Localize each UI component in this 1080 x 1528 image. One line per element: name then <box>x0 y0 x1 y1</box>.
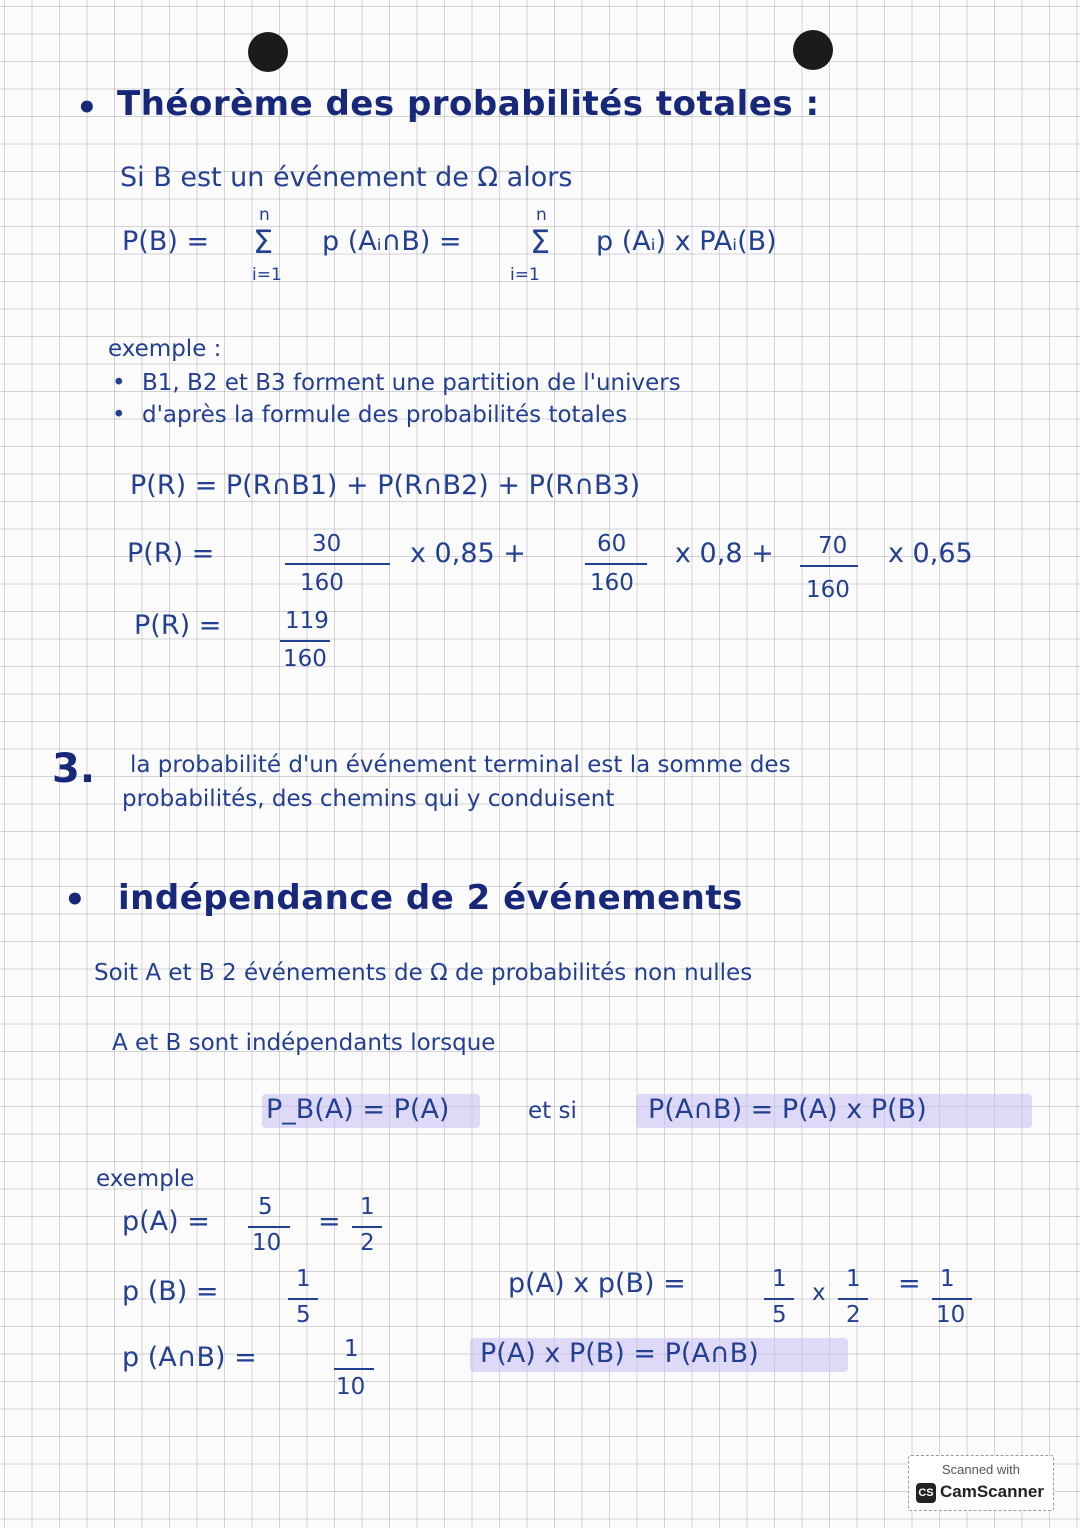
fraction-bar <box>932 1298 972 1300</box>
product-num-1: 1 <box>772 1266 787 1292</box>
formula-term-1: p (Aᵢ∩B) = <box>322 226 462 257</box>
condition-1: P_B(A) = P(A) <box>266 1094 450 1125</box>
camscanner-watermark <box>908 1455 1054 1511</box>
fraction-bar <box>585 563 647 565</box>
pab-num: 1 <box>344 1336 359 1362</box>
pab-lhs: p (A∩B) = <box>122 1342 257 1373</box>
pa-eq: = <box>318 1206 341 1237</box>
product-times: x <box>812 1280 826 1306</box>
pb-lhs: p (B) = <box>122 1276 219 1307</box>
sigma-2: Σ <box>530 223 551 261</box>
example-bullet-2: d'après la formule des probabilités totales <box>142 402 628 428</box>
pb-num: 1 <box>296 1266 311 1292</box>
fraction-bar <box>352 1226 382 1228</box>
fraction-bar <box>800 565 858 567</box>
pa-lhs: p(A) = <box>122 1206 210 1237</box>
frac-den-1: 160 <box>300 570 344 596</box>
fraction-bar <box>248 1226 290 1228</box>
sum-upper-2: n <box>536 205 547 225</box>
calc-lhs: P(R) = <box>127 538 215 569</box>
frac-num-3: 70 <box>818 533 848 559</box>
fraction-bar <box>280 640 330 642</box>
product-lhs: p(A) x p(B) = <box>508 1268 686 1299</box>
calc-op-2: x 0,8 + <box>675 538 774 569</box>
condition-join: et si <box>528 1098 577 1124</box>
formula-term-2: p (Aᵢ) x PAᵢ(B) <box>596 226 777 257</box>
binder-hole-right <box>793 30 833 70</box>
fraction-bar <box>838 1298 868 1300</box>
binder-hole-left <box>248 32 288 72</box>
calc-op-1: x 0,85 + <box>410 538 526 569</box>
fraction-bar <box>288 1298 318 1300</box>
sum-lower-2: i=1 <box>510 265 540 285</box>
product-eq: = <box>898 1268 921 1299</box>
sigma-1: Σ <box>253 223 274 261</box>
bullet-dot: • <box>112 370 126 396</box>
frac-den-3: 160 <box>806 577 850 603</box>
result-num: 119 <box>285 608 329 634</box>
product-den-3: 10 <box>936 1302 966 1328</box>
product-den-2: 2 <box>846 1302 861 1328</box>
independence-intro: Soit A et B 2 événements de Ω de probabilités non nulles <box>94 960 753 986</box>
total-prob-expansion: P(R) = P(R∩B1) + P(R∩B2) + P(R∩B3) <box>130 470 641 501</box>
independence-conclusion: P(A) x P(B) = P(A∩B) <box>480 1338 759 1369</box>
terminal-event-line-1: la probabilité d'un événement terminal est la somme des <box>130 752 791 778</box>
condition-2: P(A∩B) = P(A) x P(B) <box>648 1094 927 1125</box>
pa-num-2: 1 <box>360 1194 375 1220</box>
product-den-1: 5 <box>772 1302 787 1328</box>
section-number-3: 3. <box>52 746 96 792</box>
theorem-intro: Si B est un événement de Ω alors <box>120 162 573 193</box>
bullet-dot: • <box>76 88 98 128</box>
sum-upper-1: n <box>259 205 270 225</box>
result-lhs: P(R) = <box>134 610 222 641</box>
frac-den-2: 160 <box>590 570 634 596</box>
frac-num-1: 30 <box>312 531 342 557</box>
result-den: 160 <box>283 646 327 672</box>
pa-num: 5 <box>258 1194 273 1220</box>
heading-independence: indépendance de 2 événements <box>118 878 743 918</box>
heading-total-probability: Théorème des probabilités totales : <box>117 84 820 124</box>
fraction-bar <box>764 1298 794 1300</box>
fraction-bar <box>334 1368 374 1370</box>
frac-num-2: 60 <box>597 531 627 557</box>
terminal-event-line-2: probabilités, des chemins qui y conduisent <box>122 786 615 812</box>
product-num-2: 1 <box>846 1266 861 1292</box>
independence-definition: A et B sont indépendants lorsque <box>112 1030 496 1056</box>
watermark-brand: CamScanner <box>940 1482 1044 1501</box>
watermark-caption: Scanned with <box>941 1462 1021 1477</box>
pb-den: 5 <box>296 1302 311 1328</box>
formula-lhs: P(B) = <box>122 226 210 257</box>
example-label-2: exemple <box>96 1166 195 1192</box>
example-bullet-1: B1, B2 et B3 forment une partition de l'univers <box>142 370 681 396</box>
calc-op-3: x 0,65 <box>888 538 973 569</box>
pab-den: 10 <box>336 1374 366 1400</box>
bullet-dot: • <box>112 402 126 428</box>
camscanner-logo-icon: CS <box>916 1483 936 1503</box>
product-num-3: 1 <box>940 1266 955 1292</box>
pa-den: 10 <box>252 1230 282 1256</box>
pa-den-2: 2 <box>360 1230 375 1256</box>
fraction-bar <box>285 563 390 565</box>
sum-lower-1: i=1 <box>252 265 282 285</box>
example-label-1: exemple : <box>108 336 222 362</box>
bullet-dot: • <box>64 880 86 920</box>
